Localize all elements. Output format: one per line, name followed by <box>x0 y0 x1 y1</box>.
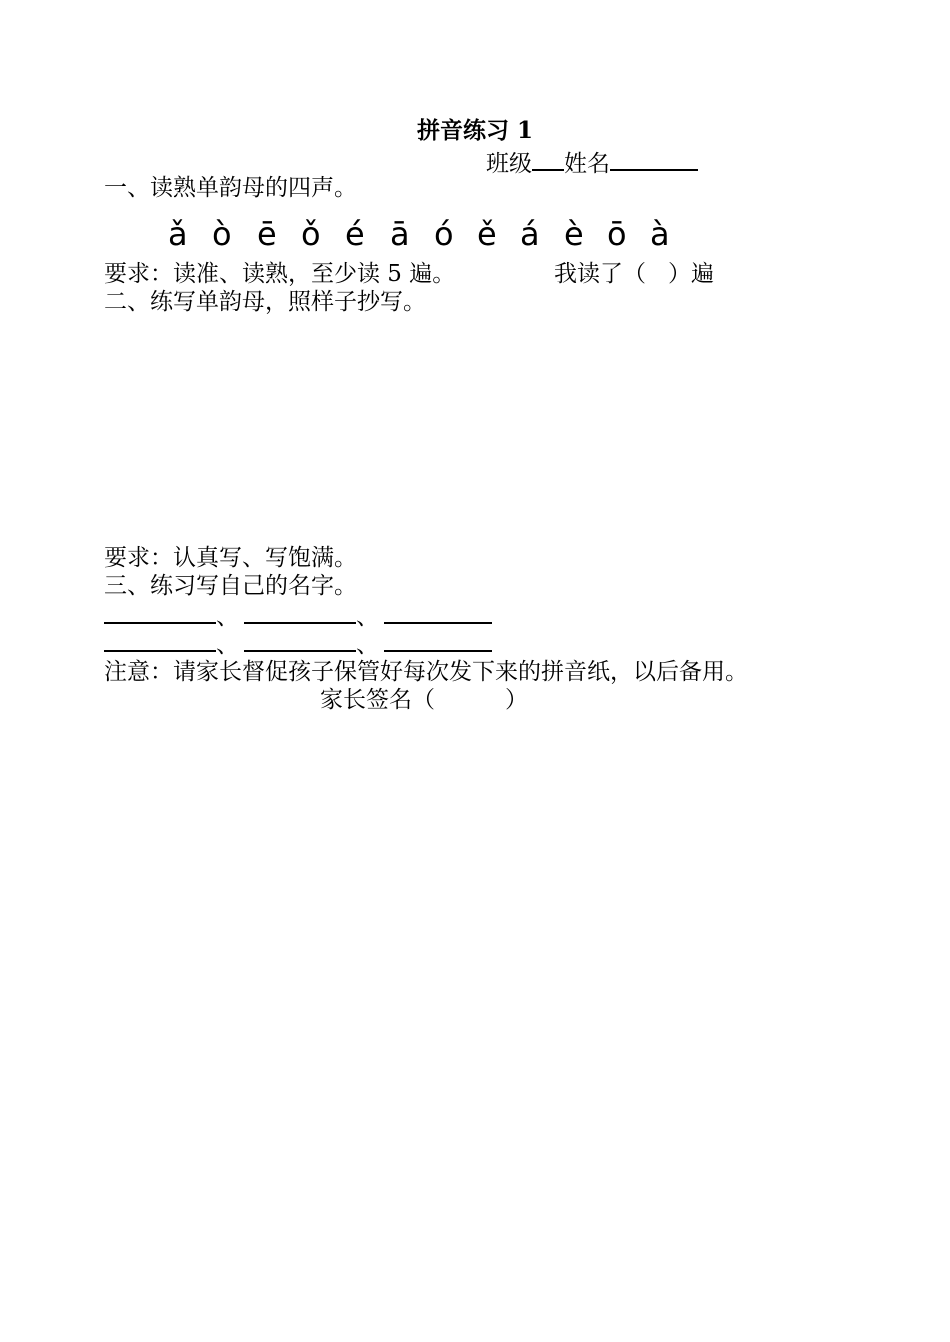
pinyin-letter: ō <box>607 215 627 253</box>
name-blank-field[interactable] <box>244 630 356 652</box>
section2-heading: 二、练写单韵母，照样子抄写。 <box>104 289 426 315</box>
class-name-line <box>486 147 698 178</box>
pinyin-letter: á <box>520 215 540 253</box>
signature-label-before: 家长签名（ <box>320 687 435 713</box>
name-blank-field[interactable] <box>104 630 216 652</box>
name-writing-row <box>104 602 492 631</box>
section3-heading: 三、练习写自己的名字。 <box>104 573 357 599</box>
name-label: 姓名 <box>564 151 610 177</box>
pinyin-letter: é <box>345 215 365 253</box>
name-blank-field[interactable] <box>384 602 492 624</box>
section1-requirement: 要求：读准、读熟，至少读 5 遍。 <box>104 261 456 287</box>
separator: 、 <box>216 604 239 630</box>
pinyin-letter: ē <box>257 215 277 253</box>
pinyin-letter: ò <box>212 215 232 253</box>
pinyin-letter: ǎ <box>168 215 188 253</box>
name-blank[interactable] <box>610 147 698 171</box>
read-count-after: ）遍 <box>668 261 714 287</box>
name-writing-row <box>104 630 492 659</box>
read-count <box>554 260 714 288</box>
pinyin-row <box>0 212 950 256</box>
class-blank[interactable] <box>532 147 564 171</box>
section2-requirement: 要求：认真写、写饱满。 <box>104 545 357 571</box>
pinyin-letter: è <box>564 215 584 253</box>
name-blank-field[interactable] <box>244 602 356 624</box>
pinyin-letter: ǒ <box>301 215 321 253</box>
pinyin-letter: ó <box>434 215 454 253</box>
separator: 、 <box>216 632 239 658</box>
parent-notice: 注意：请家长督促孩子保管好每次发下来的拼音纸，以后备用。 <box>104 659 748 685</box>
parent-signature <box>320 686 528 714</box>
read-count-before: 我读了（ <box>554 261 646 287</box>
page-title: 拼音练习 1 <box>416 117 533 144</box>
pinyin-letter: à <box>650 215 670 253</box>
class-label: 班级 <box>486 151 532 177</box>
pinyin-letter: ā <box>390 215 410 253</box>
separator: 、 <box>356 632 379 658</box>
signature-label-after: ） <box>505 687 528 713</box>
section1-heading: 一、读熟单韵母的四声。 <box>104 175 357 201</box>
name-blank-field[interactable] <box>104 602 216 624</box>
name-blank-field[interactable] <box>384 630 492 652</box>
pinyin-letter: ě <box>477 215 497 253</box>
separator: 、 <box>356 604 379 630</box>
